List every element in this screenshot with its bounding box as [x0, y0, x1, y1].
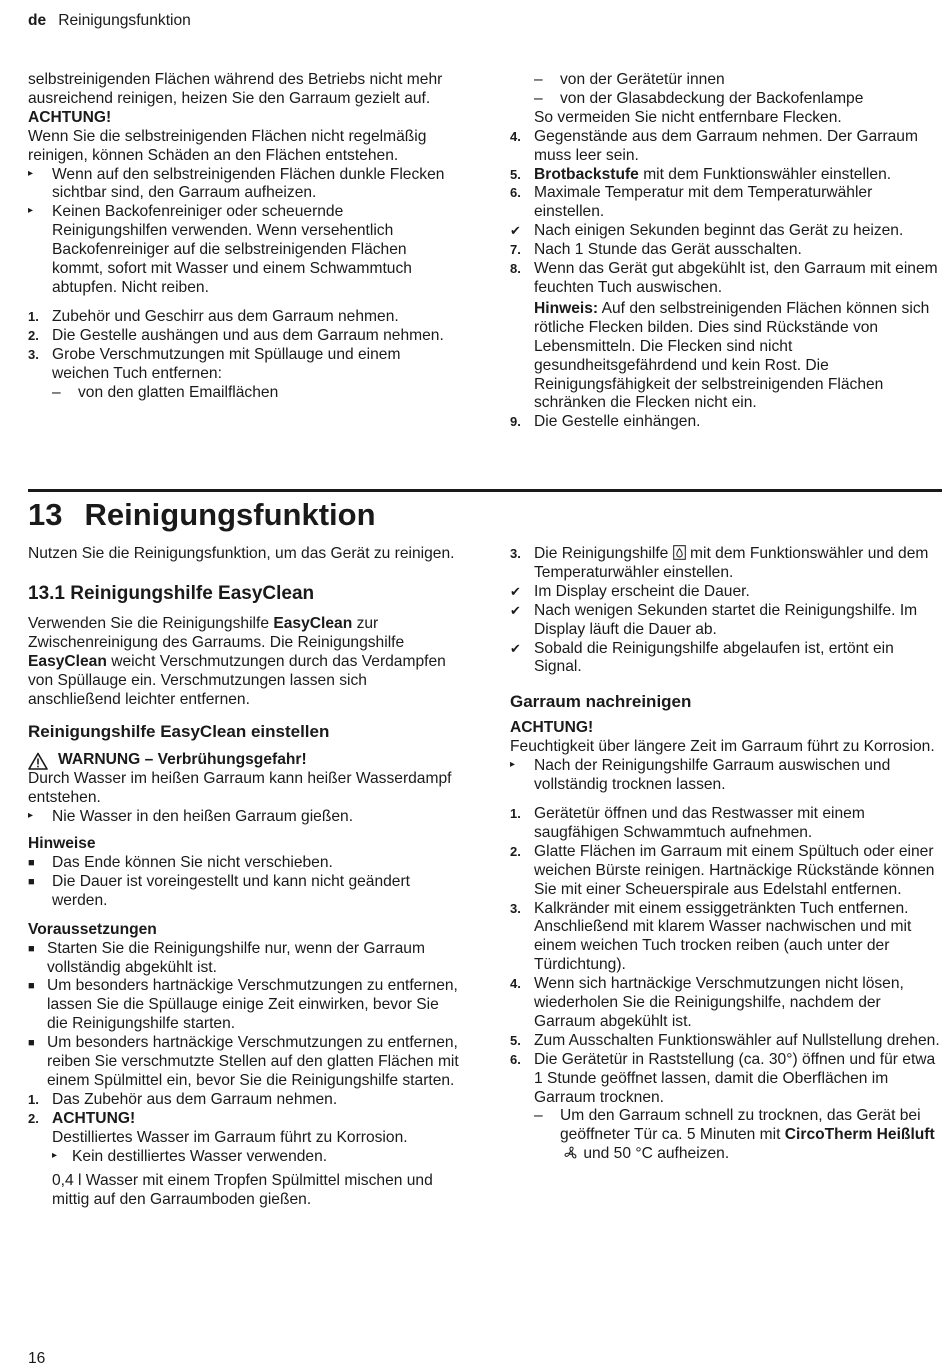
- step-item: 2. Die Gestelle aushängen und aus dem Garraum nehmen.: [28, 326, 444, 344]
- triangle-bullet-icon: ▸: [52, 1149, 58, 1161]
- square-bullet-icon: ■: [28, 942, 35, 955]
- warning-text: Wenn Sie die selbstreinigenden Flächen nicht regelmäßig reinigen, können Schäden an den Flächen entstehen.: [28, 127, 427, 164]
- checkmark-icon: ✔: [510, 640, 521, 656]
- list-item: ▸ Kein destilliertes Wasser verwenden.: [52, 1147, 328, 1165]
- easyclean-description: Verwenden Sie die Reinigungshilfe EasyClean zur Zwischenreinigung des Garraums. Die Reinigungshilfe EasyClean weicht Verschmutzungen durch das Verdampfen von Spüllauge ein. Verschmutzungen lassen sich anschließend leichter entfernen.: [28, 614, 446, 708]
- triangle-bullet-icon: ▸: [510, 759, 516, 771]
- step-item: 2. ACHTUNG!: [28, 1109, 136, 1127]
- checkmark-icon: ✔: [510, 223, 521, 239]
- result-item: ✔ Sobald die Reinigungshilfe abgelaufen ist, ertönt ein Signal.: [510, 639, 894, 676]
- top-right-column: [510, 71, 942, 432]
- chapter-intro: Nutzen Sie die Reinigungsfunktion, um das Gerät zu reinigen.: [28, 545, 455, 562]
- checkmark-icon: ✔: [510, 583, 521, 599]
- list-item: ■ Starten Sie die Reinigungshilfe nur, wenn der Garraum vollständig abgekühlt ist.: [28, 939, 425, 976]
- triangle-bullet-icon: ▸: [28, 810, 34, 822]
- achtung-label: ACHTUNG!: [510, 719, 594, 737]
- easyclean-symbol-icon: [673, 545, 686, 560]
- checkmark-icon: ✔: [510, 602, 521, 618]
- step-item: 5. Zum Ausschalten Funktionswähler auf Nullstellung drehen.: [510, 1031, 940, 1049]
- list-item: ■ Die Dauer ist voreingestellt und kann nicht geändert werden.: [28, 872, 411, 909]
- list-item: ▸ Keinen Backofenreiniger oder scheuernde Reinigungshilfen verwenden. Wenn versehentlich Backofenreiniger auf die selbstreinigenden Flächen kommt, sofort mit Wasser und einem Schwammtuch abtupfen. Nicht reiben.: [28, 203, 412, 296]
- list-item: ▸ Nie Wasser in den heißen Garraum gießen.: [28, 808, 354, 826]
- step-item: 6. Die Gerätetür in Raststellung (ca. 30°) öffnen und für etwa 1 Stunde geöffnet lassen, damit die Oberflächen im Garraum trocknen.: [510, 1050, 936, 1106]
- intro-text: selbstreinigenden Flächen während des Betriebs nicht mehr ausreichend reinigen, heizen Sie den Garraum gezielt auf.: [28, 71, 443, 107]
- dash-item: – von den glatten Emailflächen: [52, 383, 279, 401]
- header-section: Reinigungsfunktion: [58, 12, 191, 29]
- fan-icon: [563, 1146, 579, 1160]
- triangle-bullet-icon: ▸: [28, 205, 34, 217]
- step-item: 3. Kalkränder mit einem essiggetränkten Tuch entfernen. Anschließend mit klarem Wasser nachwischen und mit einem weichen Tuch trocken reiben (auch unter der Türdichtung).: [510, 899, 912, 974]
- step-item: 1. Das Zubehör aus dem Garraum nehmen.: [28, 1090, 338, 1108]
- square-bullet-icon: ■: [28, 856, 35, 869]
- list-item: ■ Das Ende können Sie nicht verschieben.: [28, 853, 333, 871]
- step-item: 4. Gegenstände aus dem Garraum nehmen. Der Garraum muss leer sein.: [510, 127, 918, 164]
- step-item: 3. Die Reinigungshilfe mit dem Funktionswähler und dem Temperaturwähler einstellen.: [510, 545, 929, 581]
- step-item: 9. Die Gestelle einhängen.: [510, 413, 701, 431]
- list-item: ▸ Nach der Reinigungshilfe Garraum auswischen und vollständig trocknen lassen.: [510, 757, 891, 794]
- section-heading: 13.1 Reinigungshilfe EasyClean: [28, 582, 315, 604]
- left-column: [28, 545, 460, 1210]
- warning-text: Durch Wasser im heißen Garraum kann heißer Wasserdampf entstehen.: [28, 770, 452, 807]
- step-detail: Destilliertes Wasser im Garraum führt zu Korrosion.: [52, 1128, 408, 1146]
- dash-note: So vermeiden Sie nicht entfernbare Flecken.: [534, 108, 842, 126]
- page-header: [28, 12, 191, 31]
- step-item: 4. Wenn sich hartnäckige Verschmutzungen nicht lösen, wiederholen Sie die Reinigungshilfe, nachdem der Garraum abgekühlt ist.: [510, 975, 904, 1030]
- page-number: 16: [28, 1350, 46, 1367]
- chapter-rule: [28, 489, 942, 492]
- dash-item: – von der Gerätetür innen: [534, 71, 725, 88]
- notes-heading: Hinweise: [28, 835, 96, 853]
- square-bullet-icon: ■: [28, 1037, 35, 1050]
- result-item: ✔ Nach wenigen Sekunden startet die Reinigungshilfe. Im Display läuft die Dauer ab.: [510, 601, 918, 638]
- square-bullet-icon: ■: [28, 980, 35, 993]
- step-item: 1. Zubehör und Geschirr aus dem Garraum nehmen.: [28, 307, 399, 325]
- step-detail: 0,4 l Wasser mit einem Tropfen Spülmittel mischen und mittig auf den Garraumboden gießen.: [52, 1172, 433, 1209]
- prerequisites-heading: Voraussetzungen: [28, 920, 157, 938]
- list-item: ■ Um besonders hartnäckige Verschmutzungen zu entfernen, lassen Sie die Spüllauge einige Zeit einwirken, bevor Sie die Reinigungshilfe starten.: [28, 977, 458, 1033]
- list-item: ▸ Wenn auf den selbstreinigenden Flächen dunkle Flecken sichtbar sind, den Garraum aufheizen.: [28, 165, 445, 202]
- warning-text: Feuchtigkeit über längere Zeit im Garraum führt zu Korrosion.: [510, 738, 935, 756]
- step-item: 2. Glatte Flächen im Garraum mit einem Spültuch oder einer weichen Bürste reinigen. Hartnäckige Rückstände können Sie mit einer Scheuerspirale aus Edelstahl entfernen.: [510, 842, 935, 898]
- dash-item: – von der Glasabdeckung der Backofenlampe: [534, 89, 864, 107]
- warning-triangle-icon: [28, 752, 48, 770]
- step-item: 8. Wenn das Gerät gut abgekühlt ist, den Garraum mit einem feuchten Tuch auswischen.: [510, 260, 938, 296]
- warning-heading: WARNUNG – Verbrühungsgefahr!: [28, 751, 460, 770]
- subsection-heading: Garraum nachreinigen: [510, 692, 692, 712]
- list-item: ■ Um besonders hartnäckige Verschmutzungen zu entfernen, reiben Sie verschmutzte Stellen auf den glatten Flächen mit einem Spülmittel ein, bevor Sie die Reinigungshilfe starten.: [28, 1034, 459, 1089]
- subsection-heading: Reinigungshilfe EasyClean einstellen: [28, 722, 330, 742]
- hint-text: Hinweis: Auf den selbstreinigenden Flächen können sich rötliche Flecken bilden. Dies sind Rückstände von Lebensmitteln. Die Flecken sind nicht gesundheitsgefährdend und kein Rost. Die Reinigungsfähigkeit der selbstreinigenden Flächen schränken die Flecken nicht ein.: [534, 299, 930, 412]
- step-item: 5. Brotbackstufe mit dem Funktionswähler einstellen.: [510, 165, 892, 183]
- result-item: ✔ Im Display erscheint die Dauer.: [510, 582, 750, 600]
- triangle-bullet-icon: ▸: [28, 167, 34, 179]
- step-item: 1. Gerätetür öffnen und das Restwasser mit einem saugfähigen Schwammtuch aufnehmen.: [510, 804, 865, 841]
- top-left-column: [28, 71, 460, 402]
- result-item: ✔ Nach einigen Sekunden beginnt das Gerät zu heizen.: [510, 222, 904, 240]
- chapter-title: 13 Reinigungsfunktion: [28, 497, 376, 532]
- step-item: 7. Nach 1 Stunde das Gerät ausschalten.: [510, 241, 802, 259]
- right-column: [510, 545, 942, 1164]
- achtung-label: ACHTUNG!: [28, 108, 112, 126]
- dash-item: – Um den Garraum schnell zu trocknen, das Gerät bei geöffneter Tür ca. 5 Minuten mit CircoTherm Heißluft und 50 °C aufheizen.: [534, 1107, 935, 1163]
- step-item: 6. Maximale Temperatur mit dem Temperaturwähler einstellen.: [510, 184, 873, 221]
- language-code: de: [28, 12, 47, 29]
- square-bullet-icon: ■: [28, 875, 35, 888]
- step-item: 3. Grobe Verschmutzungen mit Spüllauge und einem weichen Tuch entfernen:: [28, 345, 401, 382]
